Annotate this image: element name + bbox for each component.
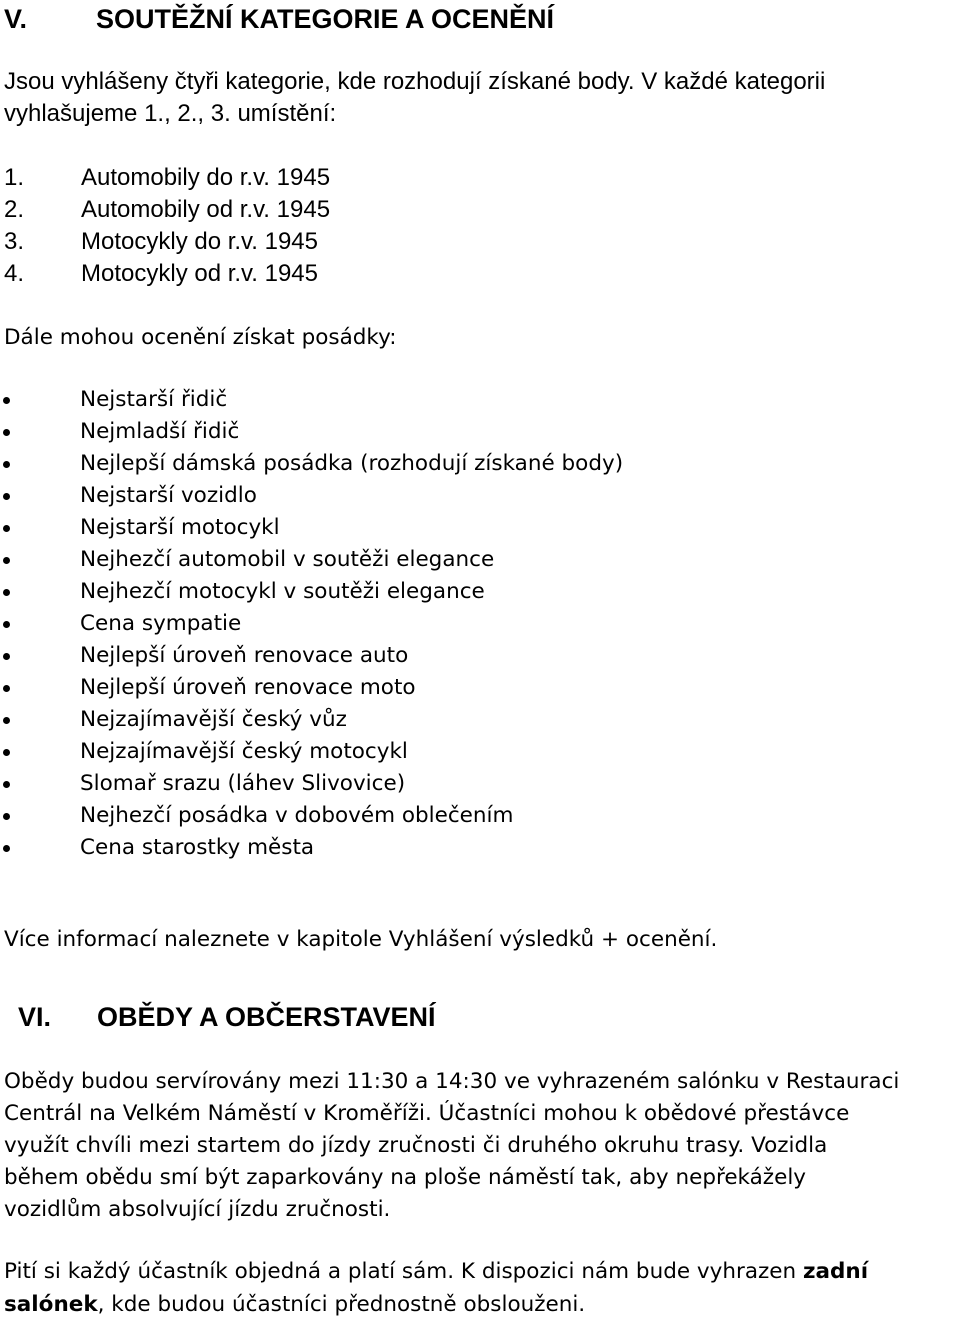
more-info-text: Více informací naleznete v kapitole Vyhlášení výsledků + ocenění.	[4, 927, 718, 952]
bullet-icon	[3, 397, 10, 404]
drinks-period: .	[578, 1290, 586, 1317]
crews-intro: Dále mohou ocenění získat posádky:	[4, 325, 397, 350]
award-item	[0, 576, 623, 608]
award-label: Slomař srazu (láhev Slivovice)	[80, 771, 406, 796]
bullet-icon	[3, 749, 10, 756]
section-5-title: SOUTĚŽNÍ KATEGORIE A OCENĚNÍ	[96, 4, 555, 34]
drinks-emphasis: salónek	[4, 1292, 98, 1317]
award-label: Nejhezčí automobil v soutěži elegance	[80, 547, 495, 572]
lunch-line: Centrál na Velkém Náměstí v Kroměříži. Účastníci mohou k obědové přestávce	[4, 1101, 850, 1126]
award-label: Nejhezčí posádka v dobovém oblečením	[80, 803, 514, 828]
category-list	[4, 162, 330, 290]
bullet-icon	[3, 685, 10, 692]
award-item	[0, 768, 623, 800]
category-item	[4, 226, 330, 258]
category-number: 1.	[4, 164, 25, 191]
lunch-paragraph	[4, 1066, 899, 1226]
section-6-number: VI.	[18, 1002, 52, 1032]
category-item	[4, 162, 330, 194]
drinks-text: , kde budou účastníci přednostně obslouženi	[97, 1292, 579, 1317]
award-list	[0, 384, 623, 864]
award-item	[0, 608, 623, 640]
intro-paragraph	[4, 66, 825, 130]
award-label: Nejstarší řidič	[80, 387, 228, 412]
award-item	[0, 448, 623, 480]
award-label: Nejlepší dámská posádka (rozhodují získané body)	[80, 451, 624, 476]
lunch-line: vozidlům absolvující jízdu zručnosti.	[4, 1197, 391, 1222]
award-item	[0, 480, 623, 512]
lunch-line: využít chvíli mezi startem do jízdy zručnosti či druhého okruhu trasy. Vozidla	[4, 1133, 828, 1158]
award-item	[0, 512, 623, 544]
category-number: 2.	[4, 196, 25, 223]
section-5-heading	[4, 2, 554, 36]
award-item	[0, 384, 623, 416]
bullet-icon	[3, 525, 10, 532]
section-6-title: OBĚDY A OBČERSTAVENÍ	[97, 1002, 436, 1032]
award-label: Cena starostky města	[80, 835, 315, 860]
drinks-emphasis: zadní	[802, 1259, 869, 1284]
award-label: Nejzajímavější český motocykl	[80, 739, 408, 764]
category-label: Motocykly do r.v. 1945	[81, 228, 318, 255]
drinks-line	[4, 1256, 868, 1288]
bullet-icon	[3, 429, 10, 436]
category-label: Automobily do r.v. 1945	[81, 164, 331, 191]
award-item	[0, 800, 623, 832]
award-label: Nejlepší úroveň renovace moto	[80, 675, 416, 700]
intro-line: vyhlašujeme 1., 2., 3. umístění:	[4, 100, 337, 127]
bullet-icon	[3, 717, 10, 724]
award-item	[0, 544, 623, 576]
award-label: Nejstarší vozidlo	[80, 483, 257, 508]
lunch-line: během obědu smí být zaparkovány na ploše náměstí tak, aby nepřekážely	[4, 1165, 807, 1190]
drinks-text: Pití si každý účastník objedná a platí sám. K dispozici nám bude vyhrazen	[4, 1259, 803, 1284]
award-label: Nejhezčí motocykl v soutěži elegance	[80, 579, 485, 604]
award-item	[0, 672, 623, 704]
category-label: Motocykly od r.v. 1945	[81, 260, 318, 287]
bullet-icon	[3, 621, 10, 628]
award-label: Nejmladší řidič	[80, 419, 240, 444]
category-number: 4.	[4, 260, 25, 287]
award-label: Nejstarší motocykl	[80, 515, 280, 540]
award-item	[0, 832, 623, 864]
bullet-icon	[3, 781, 10, 788]
bullet-icon	[3, 461, 10, 468]
award-label: Nejlepší úroveň renovace auto	[80, 643, 409, 668]
award-label: Cena sympatie	[80, 611, 242, 636]
award-item	[0, 640, 623, 672]
bullet-icon	[3, 813, 10, 820]
bullet-icon	[3, 845, 10, 852]
award-label: Nejzajímavější český vůz	[80, 707, 347, 732]
section-6-heading	[18, 1000, 436, 1034]
category-item	[4, 194, 330, 226]
bullet-icon	[3, 653, 10, 660]
section-5-number: V.	[4, 4, 28, 34]
lunch-line: Obědy budou servírovány mezi 11:30 a 14:30 ve vyhrazeném salónku v Restauraci	[4, 1069, 900, 1094]
bullet-icon	[3, 589, 10, 596]
drinks-paragraph	[4, 1256, 868, 1320]
category-number: 3.	[4, 228, 25, 255]
category-item	[4, 258, 330, 290]
bullet-icon	[3, 557, 10, 564]
category-label: Automobily od r.v. 1945	[81, 196, 331, 223]
award-item	[0, 416, 623, 448]
award-item	[0, 736, 623, 768]
intro-line: Jsou vyhlášeny čtyři kategorie, kde rozhodují získané body. V každé kategorii	[4, 68, 826, 95]
bullet-icon	[3, 493, 10, 500]
drinks-line	[4, 1288, 868, 1320]
award-item	[0, 704, 623, 736]
